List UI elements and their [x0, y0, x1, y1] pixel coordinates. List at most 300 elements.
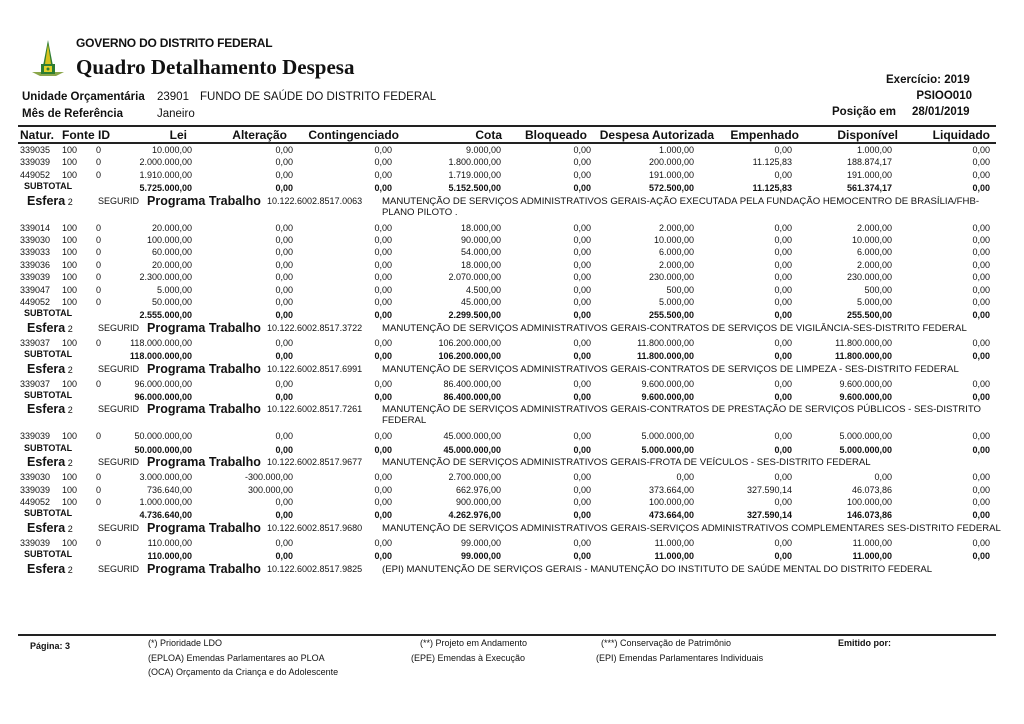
cell-natur: 339039 [20, 272, 51, 283]
segurid-label: SEGURID [98, 322, 140, 333]
subtotal-value: 2.555.000,00 [139, 310, 192, 321]
cell-natur: 339030 [20, 235, 51, 245]
segurid-label: SEGURID [98, 363, 140, 374]
exercicio [886, 74, 970, 86]
cell-col-5: 0,00 [374, 431, 392, 442]
cell-col-8: 200.000,00 [648, 157, 694, 168]
esfera-value: 2 [67, 405, 73, 416]
cell-col-4: 0,00 [275, 247, 293, 258]
cell-id: 0 [96, 247, 102, 258]
cell-col-9: 0,00 [774, 284, 792, 295]
cell-col-7: 0,00 [573, 169, 591, 180]
cell-col-5: 0,00 [374, 145, 392, 155]
cell-col-9: 0,00 [774, 378, 792, 389]
subtotal-value: 0,00 [374, 392, 392, 402]
cell-natur: 339039 [20, 484, 51, 495]
subtotal-value: 0,00 [972, 310, 990, 321]
posicao-value: 28/01/2019 [912, 106, 970, 118]
cell-col-8: 11.000,00 [654, 537, 694, 548]
cell-col-6: 86.400.000,00 [443, 378, 501, 389]
cell-col-11: 0,00 [972, 272, 990, 283]
cell-col-5: 0,00 [374, 169, 392, 180]
esfera-value: 2 [67, 364, 73, 375]
cell-col-11: 0,00 [972, 235, 990, 245]
subtotal-value: 45.000.000,00 [443, 444, 501, 455]
subtotal-value: 9.600.000,00 [839, 392, 892, 402]
programa-code: 10.122.6002.8517.6991 [267, 363, 363, 374]
cell-col-5: 0,00 [374, 537, 392, 548]
cell-col-11: 0,00 [972, 537, 990, 548]
subtotal-value: 11.000,00 [852, 551, 892, 562]
cell-natur: 339035 [20, 145, 51, 155]
subtotal-value: 255.500,00 [648, 310, 694, 321]
programa-description: MANUTENÇÃO DE SERVIÇOS ADMINISTRATIVOS GERAIS-SERVIÇOS ADMINISTRATIVOS COMPLEMENTARES SES-DISTRITO FEDERAL [382, 522, 1001, 534]
cell-col-6: 4.500,00 [465, 284, 501, 295]
cell-col-10: 2.000,00 [856, 222, 892, 233]
legend-epi: (EPI) Emendas Parlamentares Individuais [596, 653, 764, 663]
cell-col-6: 2.070.000,00 [448, 272, 501, 283]
subtotal-value: 50.000.000,00 [134, 444, 192, 455]
cell-col-9: 0,00 [774, 497, 792, 507]
programa-trabalho-label [147, 521, 261, 535]
cell-col-3: 20.000,00 [151, 259, 192, 270]
cell-col-11: 0,00 [972, 378, 990, 389]
subtotal-value: 0,00 [275, 551, 293, 562]
cell-natur: 339039 [20, 537, 51, 548]
esfera-line [27, 521, 73, 535]
esfera-line [27, 402, 73, 416]
cell-col-8: 191.000,00 [648, 169, 694, 180]
cell-col-7: 0,00 [573, 259, 591, 270]
cell-col-5: 0,00 [374, 497, 392, 507]
esfera-label: Esfera [27, 455, 66, 470]
cell-id: 0 [96, 272, 102, 283]
cell-col-8: 5.000.000,00 [641, 431, 694, 442]
programa-code: 10.122.6002.8517.7261 [267, 404, 363, 415]
cell-col-9: 0,00 [774, 472, 792, 483]
cell-col-6: 45.000,00 [460, 297, 501, 307]
legend-prioridade: (*) Prioridade LDO [148, 638, 223, 648]
cell-col-5: 0,00 [374, 157, 392, 168]
cell-natur: 339039 [20, 157, 51, 168]
column-header-2: ID [98, 128, 110, 142]
cell-col-6: 45.000.000,00 [443, 431, 501, 442]
cell-fonte: 100 [62, 472, 78, 483]
subtotal-value: 11.800.000,00 [834, 351, 892, 362]
subtotal-label: SUBTOTAL [24, 442, 73, 453]
cell-natur: 339036 [20, 259, 51, 270]
programa-trabalho-title: Programa Trabalho [147, 193, 261, 208]
cell-col-3: 110.000,00 [147, 537, 192, 548]
cell-col-5: 0,00 [374, 235, 392, 245]
unidade-name: FUNDO DE SAÚDE DO DISTRITO FEDERAL [200, 91, 437, 103]
cell-col-7: 0,00 [573, 484, 591, 495]
cell-fonte: 100 [62, 235, 78, 245]
subtotal-value: 0,00 [275, 444, 293, 455]
column-header-9: Empenhado [730, 128, 799, 142]
subtotal-value: 5.152.500,00 [448, 183, 501, 194]
cell-col-3: 736.640,00 [146, 484, 192, 495]
cell-fonte: 100 [62, 431, 78, 442]
cell-col-11: 0,00 [972, 169, 990, 180]
legend-epe: (EPE) Emendas à Execução [411, 653, 526, 663]
cell-id: 0 [96, 537, 102, 548]
subtotal-label: SUBTOTAL [24, 390, 73, 400]
segurid-label: SEGURID [98, 563, 140, 574]
exercicio-label: Exercício: [886, 74, 941, 86]
cell-col-8: 373.664,00 [648, 484, 694, 495]
cell-col-6: 90.000,00 [460, 235, 501, 245]
subtotal-label: SUBTOTAL [24, 349, 73, 360]
subtotal-value: 0,00 [972, 551, 990, 562]
programa-description: MANUTENÇÃO DE SERVIÇOS ADMINISTRATIVOS GERAIS-FROTA DE VEÍCULOS - SES-DISTRITO FEDERAL [382, 457, 871, 469]
subtotal-value: 0,00 [573, 551, 591, 562]
cell-col-11: 0,00 [972, 472, 990, 483]
subtotal-value: 0,00 [774, 351, 792, 362]
cell-col-6: 900.000,00 [455, 497, 501, 507]
cell-col-8: 2.000,00 [658, 259, 694, 270]
column-header-10: Disponível [837, 128, 898, 142]
cell-id: 0 [96, 484, 102, 495]
subtotal-value: 572.500,00 [648, 183, 694, 194]
mes-label: Mês de Referência [22, 108, 123, 120]
cell-col-10: 11.000,00 [852, 537, 892, 548]
programa-trabalho-title: Programa Trabalho [147, 361, 261, 376]
cell-natur: 449052 [20, 497, 51, 507]
subtotal-value: 2.299.500,00 [448, 310, 501, 321]
esfera-value: 2 [67, 458, 73, 469]
cell-id: 0 [96, 378, 102, 389]
programa-trabalho-label [147, 362, 261, 376]
cell-col-4: 0,00 [275, 378, 293, 389]
cell-col-3: 100.000,00 [146, 235, 192, 245]
cell-col-5: 0,00 [374, 272, 392, 283]
cell-fonte: 100 [62, 497, 78, 507]
cell-fonte: 100 [62, 272, 78, 283]
cell-col-11: 0,00 [972, 284, 990, 295]
subtotal-value: 0,00 [374, 310, 392, 321]
cell-natur: 339014 [20, 222, 51, 233]
esfera-value: 2 [67, 323, 73, 334]
cell-col-10: 188.874,17 [846, 157, 892, 168]
esfera-label: Esfera [27, 561, 66, 576]
cell-col-5: 0,00 [374, 259, 392, 270]
cell-natur: 339039 [20, 431, 51, 442]
cell-col-9: 0,00 [774, 169, 792, 180]
emitido-por: Emitido por: [838, 638, 891, 648]
cell-col-4: 0,00 [275, 431, 293, 442]
cell-col-5: 0,00 [374, 297, 392, 307]
subtotal-value: 0,00 [275, 351, 293, 362]
cell-col-4: 0,00 [275, 497, 293, 507]
cell-col-5: 0,00 [374, 247, 392, 258]
unidade-label: Unidade Orçamentária [22, 91, 145, 103]
cell-col-7: 0,00 [573, 537, 591, 548]
column-header-6: Cota [475, 128, 502, 142]
cell-id: 0 [96, 235, 102, 245]
column-header-8: Despesa Autorizada [599, 128, 714, 142]
subtotal-value: 96.000.000,00 [134, 392, 192, 402]
cell-col-11: 0,00 [972, 484, 990, 495]
legend-projeto: (**) Projeto em Andamento [420, 638, 528, 648]
cell-col-11: 0,00 [972, 222, 990, 233]
cell-col-6: 9.000,00 [465, 145, 501, 155]
programa-description: MANUTENÇÃO DE SERVIÇOS ADMINISTRATIVOS GERAIS-AÇÃO EXECUTADA PELA FUNDAÇÃO HEMOCENTRO DE BRASÍLIA/FHB-PLANO PILOTO . [382, 195, 980, 218]
subtotal-value: 0,00 [275, 310, 293, 321]
cell-col-7: 0,00 [573, 272, 591, 283]
subtotal-value: 110.000,00 [147, 551, 192, 562]
subtotal-value: 0,00 [972, 351, 990, 362]
cell-col-8: 2.000,00 [658, 222, 694, 233]
cell-col-3: 2.300.000,00 [139, 272, 192, 283]
cell-col-6: 662.976,00 [455, 484, 501, 495]
cell-fonte: 100 [62, 297, 78, 307]
subtotal-value: 106.200.000,00 [438, 351, 501, 362]
subtotal-value: 0,00 [774, 310, 792, 321]
cell-col-5: 0,00 [374, 378, 392, 389]
cell-col-11: 0,00 [972, 337, 990, 348]
cell-col-7: 0,00 [573, 337, 591, 348]
cell-col-5: 0,00 [374, 484, 392, 495]
subtotal-value: 0,00 [374, 183, 392, 194]
pagina [30, 641, 70, 651]
subtotal-value: 0,00 [374, 444, 392, 455]
cell-col-4: 300.000,00 [247, 484, 293, 495]
subtotal-value: 561.374,17 [846, 183, 892, 194]
cell-col-8: 11.800.000,00 [637, 337, 694, 348]
cell-col-9: 0,00 [774, 537, 792, 548]
cell-id: 0 [96, 431, 102, 442]
subtotal-value: 0,00 [972, 183, 990, 194]
column-header-4: Alteração [232, 128, 287, 142]
cell-col-6: 18.000,00 [460, 222, 501, 233]
segurid-label: SEGURID [98, 457, 140, 468]
unidade-code: 23901 [157, 91, 189, 103]
cell-col-7: 0,00 [573, 157, 591, 168]
cell-id: 0 [96, 337, 102, 348]
programa-trabalho-label [147, 321, 261, 335]
legend-eploa: (EPLOA) Emendas Parlamentares ao PLOA [148, 653, 325, 663]
cell-col-9: 0,00 [774, 297, 792, 307]
subtotal-value: 0,00 [972, 444, 990, 455]
cell-col-10: 191.000,00 [846, 169, 892, 180]
esfera-line [27, 455, 73, 469]
esfera-label: Esfera [27, 193, 66, 208]
cell-col-5: 0,00 [374, 222, 392, 233]
cell-col-9: 0,00 [774, 272, 792, 283]
cell-col-3: 10.000,00 [151, 145, 192, 155]
cell-col-10: 11.800.000,00 [835, 337, 892, 348]
column-header-11: Liquidado [932, 128, 990, 142]
cell-col-3: 20.000,00 [151, 222, 192, 233]
subtotal-value: 99.000,00 [460, 551, 501, 562]
programa-trabalho-label [147, 402, 261, 416]
subtotal-label: SUBTOTAL [24, 181, 73, 192]
esfera-line [27, 562, 73, 576]
cell-col-8: 9.600.000,00 [641, 378, 694, 389]
cell-col-7: 0,00 [573, 297, 591, 307]
cell-col-3: 1.910.000,00 [139, 169, 192, 180]
cell-natur: 449052 [20, 297, 51, 307]
cell-col-8: 0,00 [676, 472, 694, 483]
subtotal-value: 11.125,83 [752, 183, 792, 194]
column-header-5: Contingenciado [308, 128, 399, 142]
esfera-value: 2 [67, 564, 73, 575]
programa-description: MANUTENÇÃO DE SERVIÇOS ADMINISTRATIVOS GERAIS-CONTRATOS DE SERVIÇOS DE LIMPEZA - SES-DISTRITO FEDERAL [382, 363, 959, 375]
header-divider [18, 125, 996, 127]
pagina-label: Página: [30, 641, 63, 651]
cell-col-4: 0,00 [275, 272, 293, 283]
subtotal-value: 0,00 [573, 351, 591, 362]
cell-fonte: 100 [62, 284, 78, 295]
cell-col-3: 5.000,00 [156, 284, 192, 295]
segurid-label: SEGURID [98, 404, 140, 415]
cell-col-10: 5.000,00 [856, 297, 892, 307]
cell-col-8: 6.000,00 [658, 247, 694, 258]
subtotal-label: SUBTOTAL [24, 549, 73, 560]
cell-id: 0 [96, 157, 102, 168]
programa-code: 10.122.6002.8517.3722 [267, 322, 363, 333]
subtotal-value: 255.500,00 [846, 310, 892, 321]
subtotal-value: 327.590,14 [746, 510, 792, 521]
posicao-label: Posição em [832, 106, 896, 118]
cell-col-3: 1.000.000,00 [139, 497, 192, 507]
segurid-label: SEGURID [98, 522, 140, 533]
cell-col-7: 0,00 [573, 145, 591, 155]
subtotal-value: 0,00 [774, 444, 792, 455]
cell-natur: 339037 [20, 337, 51, 348]
cell-col-8: 10.000,00 [653, 235, 694, 245]
subtotal-value: 0,00 [275, 510, 293, 521]
column-header-3: Lei [169, 128, 187, 142]
subtotal-value: 0,00 [275, 392, 293, 402]
cell-id: 0 [96, 284, 102, 295]
cell-col-7: 0,00 [573, 235, 591, 245]
programa-trabalho-title: Programa Trabalho [147, 320, 261, 335]
cell-col-3: 50.000,00 [151, 297, 192, 307]
esfera-label: Esfera [27, 520, 66, 535]
column-header-7: Bloqueado [525, 128, 587, 142]
cell-col-3: 60.000,00 [151, 247, 192, 258]
subtotal-value: 0,00 [573, 183, 591, 194]
subtotal-value: 5.725.000,00 [139, 183, 192, 194]
subtotal-value: 0,00 [573, 310, 591, 321]
programa-code: 10.122.6002.8517.9680 [267, 522, 363, 533]
cell-col-6: 106.200.000,00 [438, 337, 501, 348]
esfera-value: 2 [67, 196, 73, 207]
cell-col-5: 0,00 [374, 284, 392, 295]
cell-col-11: 0,00 [972, 431, 990, 442]
cell-col-9: 0,00 [774, 235, 792, 245]
subtotal-value: 473.664,00 [648, 510, 694, 521]
cell-col-4: 0,00 [275, 235, 293, 245]
programa-trabalho-title: Programa Trabalho [147, 520, 261, 535]
cell-id: 0 [96, 497, 102, 507]
cell-fonte: 100 [62, 484, 78, 495]
programa-trabalho-title: Programa Trabalho [147, 561, 261, 576]
cell-col-9: 327.590,14 [746, 484, 792, 495]
pagina-value: 3 [65, 641, 71, 651]
programa-trabalho-title: Programa Trabalho [147, 402, 261, 417]
cell-col-9: 0,00 [774, 259, 792, 270]
cell-col-5: 0,00 [374, 337, 392, 348]
cell-col-4: 0,00 [275, 337, 293, 348]
cell-col-8: 1.000,00 [658, 145, 694, 155]
cell-natur: 449052 [20, 169, 51, 180]
legend-conservacao: (***) Conservação de Patrimônio [601, 638, 732, 648]
cell-fonte: 100 [62, 157, 78, 168]
page-title: Quadro Detalhamento Despesa [76, 55, 355, 79]
esfera-label: Esfera [27, 402, 66, 417]
cell-col-3: 50.000.000,00 [134, 431, 192, 442]
column-header-1: Fonte [62, 128, 95, 142]
cell-col-3: 96.000.000,00 [134, 378, 192, 389]
cell-col-9: 0,00 [774, 145, 792, 155]
cell-col-3: 2.000.000,00 [139, 157, 192, 168]
subtotal-value: 11.800.000,00 [636, 351, 694, 362]
subtotal-value: 0,00 [774, 392, 792, 402]
cell-col-5: 0,00 [374, 472, 392, 483]
subtotal-value: 86.400.000,00 [443, 392, 501, 402]
programa-trabalho-title: Programa Trabalho [147, 455, 261, 470]
cell-col-4: 0,00 [275, 537, 293, 548]
cell-col-7: 0,00 [573, 472, 591, 483]
cell-col-10: 46.073,86 [851, 484, 892, 495]
cell-natur: 339030 [20, 472, 51, 483]
subtotal-value: 5.000.000,00 [839, 444, 892, 455]
programa-description: (EPI) MANUTENÇÃO DE SERVIÇOS GERAIS - MANUTENÇÃO DO INSTITUTO DE SAÚDE MENTAL DO DISTRITO FEDERAL [382, 563, 933, 575]
cell-natur: 339047 [20, 284, 51, 295]
cell-col-11: 0,00 [972, 497, 990, 507]
cell-col-4: -300.000,00 [244, 472, 293, 483]
cell-col-6: 1.719.000,00 [448, 169, 501, 180]
cell-natur: 339033 [20, 247, 51, 258]
org-name: GOVERNO DO DISTRITO FEDERAL [76, 36, 273, 50]
programa-description: MANUTENÇÃO DE SERVIÇOS ADMINISTRATIVOS GERAIS-CONTRATOS DE SERVIÇOS DE VIGILÂNCIA-SES-DISTRITO FEDERAL [382, 322, 967, 334]
esfera-line [27, 321, 73, 335]
cell-col-4: 0,00 [275, 284, 293, 295]
cell-col-10: 230.000,00 [846, 272, 892, 283]
cell-col-7: 0,00 [573, 284, 591, 295]
cell-col-10: 1.000,00 [856, 145, 892, 155]
cell-col-4: 0,00 [275, 259, 293, 270]
cell-fonte: 100 [62, 537, 78, 548]
programa-code: 10.122.6002.8517.9677 [267, 457, 363, 468]
cell-col-10: 6.000,00 [856, 247, 892, 258]
cell-col-3: 3.000.000,00 [139, 472, 192, 483]
cell-fonte: 100 [62, 145, 78, 155]
subtotal-label: SUBTOTAL [24, 308, 73, 319]
esfera-label: Esfera [27, 320, 66, 335]
cell-fonte: 100 [62, 247, 78, 258]
programa-description: MANUTENÇÃO DE SERVIÇOS ADMINISTRATIVOS GERAIS-CONTRATOS DE PRESTAÇÃO DE SERVIÇOS PÚBLICOS - SES-DISTRITO FEDERAL [382, 404, 981, 427]
cell-col-10: 0,00 [874, 472, 892, 483]
subtotal-label: SUBTOTAL [24, 508, 73, 519]
subtotal-value: 0,00 [374, 510, 392, 521]
subtotal-value: 0,00 [573, 392, 591, 402]
subtotal-value: 5.000.000,00 [641, 444, 694, 455]
cell-col-11: 0,00 [972, 157, 990, 168]
subtotal-value: 0,00 [374, 551, 392, 562]
cell-col-10: 9.600.000,00 [839, 378, 892, 389]
cell-col-7: 0,00 [573, 378, 591, 389]
cell-col-10: 10.000,00 [851, 235, 892, 245]
cell-fonte: 100 [62, 169, 78, 180]
cell-col-8: 5.000,00 [658, 297, 694, 307]
subtotal-value: 11.000,00 [654, 551, 694, 562]
cell-col-8: 100.000,00 [648, 497, 694, 507]
esfera-value: 2 [67, 523, 73, 534]
